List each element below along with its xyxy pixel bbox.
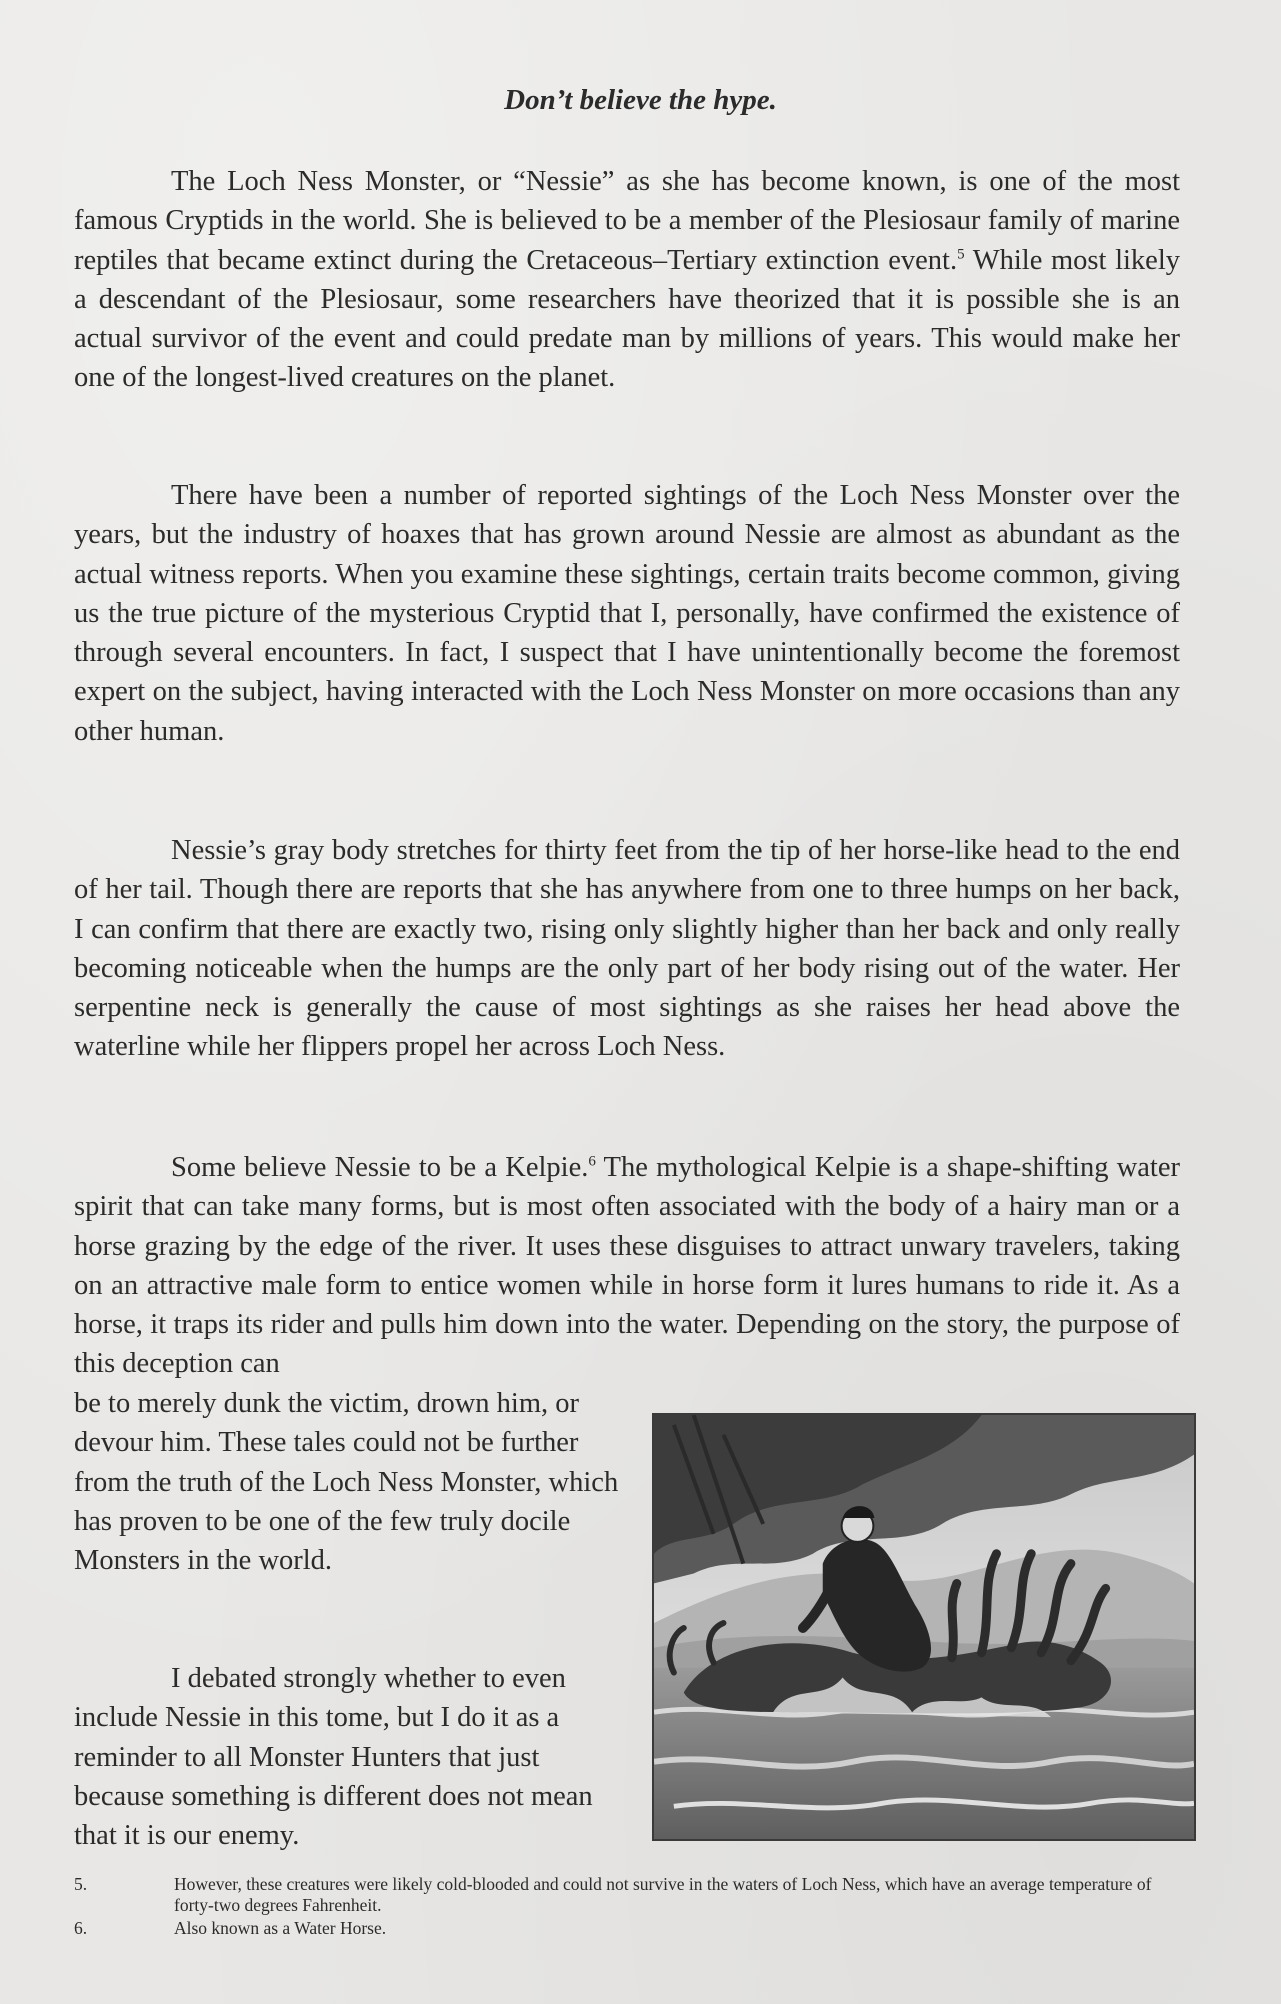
page-heading: Don’t believe the hype. (504, 84, 777, 116)
footnotes (74, 1874, 1184, 1941)
paragraph-1-text-b: While most likely a descendant of the Plesiosaur, some researchers have theorized that it is possible she is an actual survivor of the event and could predate man by millions of years. This would make her one of the longest-lived creatures on the planet. (74, 244, 1180, 394)
paragraph-4-text-a: Some believe Nessie to be a Kelpie. (171, 1152, 589, 1183)
paragraph-2: There have been a number of reported sightings of the Loch Ness Monster over the years, but the industry of hoaxes that has grown around Nessie are almost as abundant as the actual witness reports. When you examine these sightings, certain traits become common, giving us the true picture of the mysterious Cryptid that I, personally, have confirmed the existence of through several encounters. In fact, I suspect that I have unintentionally become the foremost expert on the subject, having interacted with the Loch Ness Monster on more occasions than any other human. (74, 480, 1180, 747)
footnote-text: Also known as a Water Horse. (174, 1918, 387, 1938)
paragraph-5: be to merely dunk the victim, drown him, or devour him. These tales could not be further from the truth of the Loch Ness Monster, which has proven to be one of the few truly docile Monsters in the world. (74, 1388, 619, 1577)
footnote-6 (74, 1918, 1184, 1939)
paragraph-1-text-a: The Loch Ness Monster, or “Nessie” as she has become known, is one of the most famous Cryptids in the world. She is believed to be a member of the Plesiosaur family of marine reptiles that became extinct during the Cretaceous–Tertiary extinction event. (74, 166, 1180, 276)
footnote-5 (74, 1874, 1184, 1916)
paragraph-6: I debated strongly whether to even include Nessie in this tome, but I do it as a reminder to all Monster Hunters that just because something is different does not mean that it is our enemy. (74, 1663, 593, 1852)
nessie-illustration (652, 1413, 1196, 1841)
paragraph-4 (74, 1148, 1180, 1384)
illustration-drawing (654, 1415, 1194, 1839)
paragraph-4-text-b: The mythological Kelpie is a shape-shifting water spirit that can take many forms, but is most often associated with the body of a hairy man or a horse grazing by the edge of the river. It uses these disguises to attract unwary travelers, taking on an attractive male form to entice women while in horse form it lures humans to ride it. As a horse, it traps its rider and pulls him down into the water. Depending on the story, the purpose of this deception can (74, 1152, 1180, 1380)
footnote-number: 5. (74, 1874, 88, 1894)
paragraph-1 (74, 162, 1180, 398)
footnote-text: However, these creatures were likely cold-blooded and could not survive in the waters of Loch Ness, which have an average temperature of forty-two degrees Fahrenheit. (174, 1874, 1152, 1915)
footnote-ref-6: 6 (588, 1153, 596, 1170)
footnote-number: 6. (74, 1918, 88, 1938)
paragraph-3: Nessie’s gray body stretches for thirty feet from the tip of her horse-like head to the end of her tail. Though there are reports that she has anywhere from one to three humps on her back, I can confirm that there are exactly two, rising only slightly higher than her back and only really becoming noticeable when the humps are the only part of her body rising out of the water. Her serpentine neck is generally the cause of most sightings as she raises her head above the waterline while her flippers propel her across Loch Ness. (74, 835, 1180, 1063)
footnote-ref-5: 5 (957, 246, 965, 263)
